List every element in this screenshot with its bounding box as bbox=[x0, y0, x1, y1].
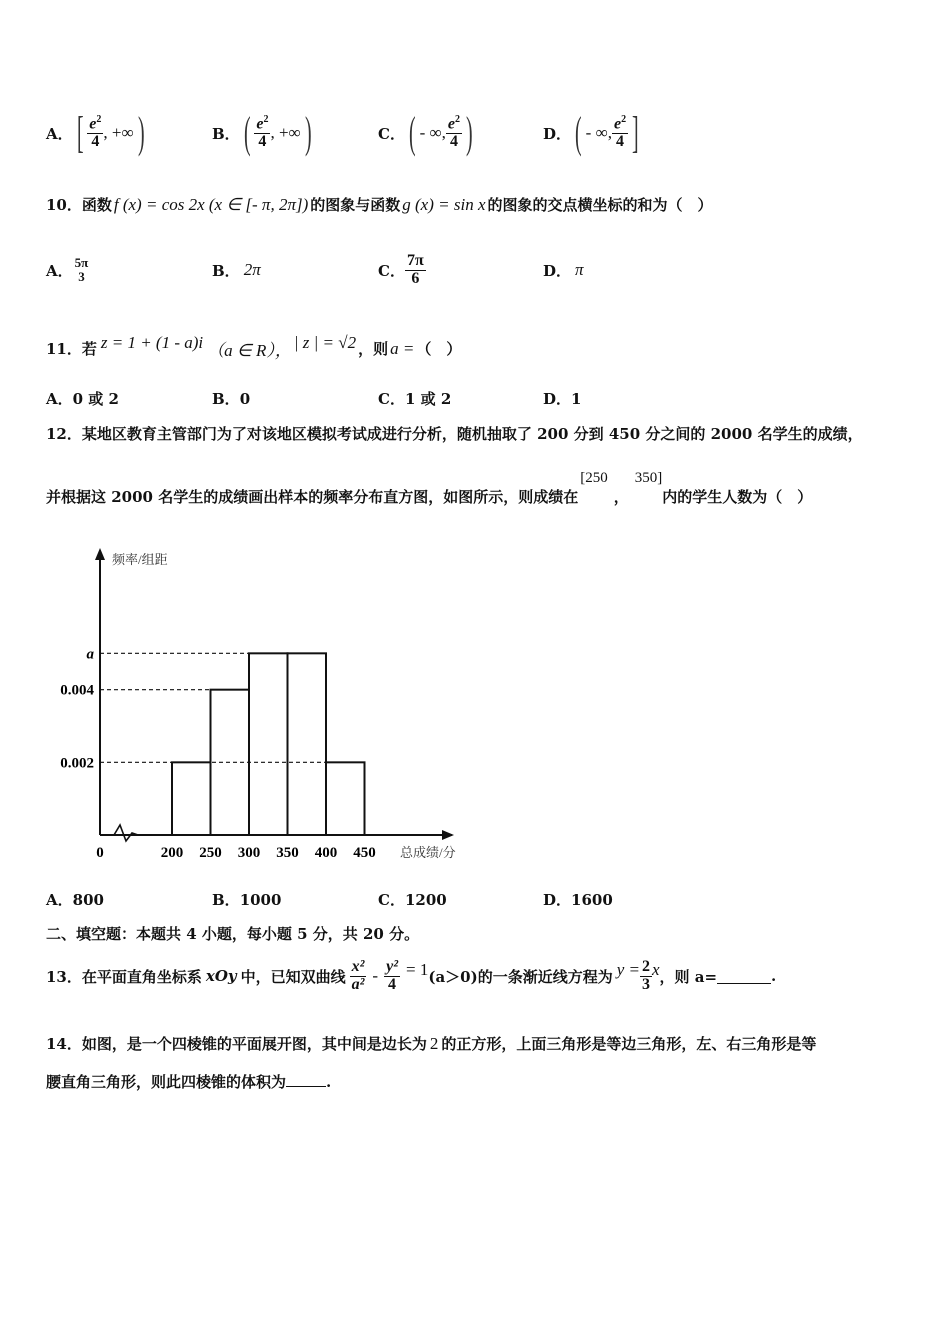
interval-pre: - ∞, bbox=[419, 123, 446, 142]
option-label: C． bbox=[378, 124, 405, 143]
q10-option-b bbox=[212, 250, 261, 290]
bracket-left: ( bbox=[243, 108, 251, 157]
q11-option-b bbox=[212, 388, 250, 409]
option-value: 800 bbox=[72, 891, 104, 909]
y-tick-label: 0.002 bbox=[60, 755, 94, 772]
q14-end: . bbox=[326, 1073, 332, 1091]
q11-option-d bbox=[543, 388, 581, 409]
q14-line-2 bbox=[46, 1071, 331, 1092]
histogram-bar bbox=[172, 762, 211, 835]
option-label: C． bbox=[378, 891, 405, 909]
bracket-right: ] bbox=[632, 108, 639, 157]
q13-condition: (a＞0)的一条渐近线方程为 bbox=[428, 967, 613, 986]
option-label: A． bbox=[46, 390, 73, 408]
q12-line-2a: 并根据这 2000 名学生的成绩画出样本的频率分布直方图，如图所示，则成绩在 bbox=[46, 488, 579, 506]
q11-z-expression: z = 1 + (1 - a)i bbox=[100, 332, 204, 352]
q13-xoy: xOy bbox=[205, 967, 237, 985]
option-label: B． bbox=[212, 124, 240, 143]
q11-stem bbox=[46, 332, 462, 361]
option-label: D． bbox=[543, 891, 572, 909]
q11-tail-b: （ ） bbox=[416, 340, 462, 358]
bracket-right: ) bbox=[304, 108, 312, 157]
q14-line-1 bbox=[46, 1033, 816, 1054]
bracket-right: ) bbox=[466, 108, 473, 157]
q14-side: 2 bbox=[429, 1034, 439, 1053]
option-label: D． bbox=[543, 390, 572, 408]
q13-mid: 中，已知双曲线 bbox=[240, 967, 346, 986]
x-tick-label: 250 bbox=[199, 845, 222, 861]
q13-minus: - bbox=[372, 966, 379, 985]
q12-comma: ， bbox=[613, 488, 629, 506]
q10-tail-text: 的图象的交点横坐标的和为（ ） bbox=[487, 196, 713, 214]
q11-variable: a = bbox=[390, 338, 415, 358]
histogram-bar bbox=[249, 653, 288, 835]
q13-stem bbox=[46, 950, 776, 1002]
y-tick-label: 0.004 bbox=[60, 682, 94, 699]
option-label: B． bbox=[212, 390, 240, 408]
x-tick-label: 450 bbox=[353, 845, 376, 861]
option-value: 0 bbox=[239, 390, 251, 408]
q10-stem bbox=[46, 194, 713, 215]
q13-asymptote-fraction: $\frac{2}{3}$ bbox=[641, 957, 650, 993]
q10-option-c bbox=[378, 246, 426, 294]
q13-number: 13．在平面直角坐标系 bbox=[46, 967, 202, 986]
option-label: C． bbox=[378, 390, 405, 408]
fraction: $\frac{e^2}{4}$ bbox=[613, 114, 627, 151]
q10-mid-text: 的图象与函数 bbox=[310, 196, 401, 214]
q10-option-a bbox=[46, 250, 90, 290]
option-label: B． bbox=[212, 261, 240, 280]
q11-option-a bbox=[46, 388, 119, 409]
q13-asymptote-y: y = bbox=[616, 960, 640, 979]
x-tick-label: 0 bbox=[96, 845, 104, 861]
fraction: $\frac{e^2}{4}$ bbox=[89, 114, 102, 151]
x-tick-label: 350 bbox=[276, 845, 299, 861]
q9-option-b bbox=[212, 108, 315, 158]
q14-line-1b: 的正方形，上面三角形是等边三角形，左、右三角形是等 bbox=[441, 1035, 817, 1053]
y-tick-label: a bbox=[86, 646, 94, 663]
fraction: $\frac{e^2}{4}$ bbox=[447, 114, 460, 151]
histogram-bar bbox=[326, 762, 365, 835]
option-label: A． bbox=[46, 891, 73, 909]
q13-fraction-y: $\frac{\text{y²}}{4}$ bbox=[386, 957, 398, 993]
option-label: D． bbox=[543, 124, 572, 143]
option-label: B． bbox=[212, 891, 240, 909]
fraction: 5π 3 bbox=[74, 255, 89, 284]
q10-f-expression: f (x) = cos 2x (x ∈ [- π, 2π]) bbox=[113, 194, 309, 214]
bracket-left: ( bbox=[408, 108, 416, 157]
q12-option-c bbox=[378, 889, 447, 910]
y-axis-arrow bbox=[95, 548, 105, 560]
q12-option-a bbox=[46, 889, 104, 910]
fraction: $\frac{7\pi}{6}$ bbox=[406, 251, 424, 287]
q10-number: 10．函数 bbox=[46, 196, 112, 214]
q9-option-c bbox=[378, 108, 477, 158]
q13-answer-blank[interactable] bbox=[717, 969, 771, 984]
q12-option-d bbox=[543, 889, 613, 910]
option-label: A． bbox=[46, 261, 73, 280]
q10-g-expression: g (x) = sin x bbox=[402, 194, 486, 214]
q9-option-d bbox=[543, 108, 643, 158]
x-tick-label: 300 bbox=[237, 845, 261, 861]
q12-line-2b: 内的学生人数为（ ） bbox=[662, 488, 813, 506]
interval-rest: , +∞ bbox=[270, 123, 301, 142]
q13-asymptote-x: x bbox=[651, 960, 660, 979]
x-tick-label: 200 bbox=[160, 845, 184, 861]
option-label: A． bbox=[46, 124, 73, 143]
option-value: 0 或 2 bbox=[72, 390, 119, 408]
q12-interval-left: [250 bbox=[580, 470, 608, 486]
q9-option-a bbox=[46, 108, 148, 158]
option-value: 2π bbox=[243, 260, 261, 279]
q14-line-1a: 14．如图，是一个四棱锥的平面展开图，其中间是边长为 bbox=[46, 1035, 427, 1053]
q13-equals-one: = 1 bbox=[406, 960, 429, 979]
bracket-right: ) bbox=[137, 108, 145, 157]
q11-modulus: | z | = √2 bbox=[293, 332, 357, 352]
interval-pre: - ∞, bbox=[585, 123, 612, 142]
axis-break bbox=[114, 825, 152, 841]
frequency-histogram bbox=[40, 540, 470, 870]
option-value: 1 bbox=[571, 390, 582, 408]
bracket-left: [ bbox=[76, 108, 84, 157]
fraction: $\frac{e^2}{4}$ bbox=[256, 114, 269, 151]
option-label: D． bbox=[543, 261, 572, 280]
x-axis-title: 总成绩/分 bbox=[400, 845, 456, 860]
histogram-bar bbox=[288, 653, 327, 835]
q14-line-2-text: 腰直角三角形，则此四棱锥的体积为 bbox=[46, 1073, 287, 1091]
q11-tail-a: ，则 bbox=[358, 340, 389, 358]
q13-end: . bbox=[771, 967, 777, 985]
x-axis-arrow bbox=[442, 830, 454, 840]
option-value: 1200 bbox=[404, 891, 447, 909]
section-heading: 二、填空题：本题共 4 小题，每小题 5 分，共 20 分。 bbox=[46, 925, 420, 943]
q13-fraction-x: $\frac{\text{x²}}{\text{a²}}$ bbox=[351, 957, 365, 993]
q12-interval-right: 350] bbox=[634, 470, 663, 486]
option-value: π bbox=[575, 260, 584, 279]
bracket-left: ( bbox=[575, 108, 582, 157]
option-value: 1 或 2 bbox=[404, 390, 452, 408]
interval-rest: , +∞ bbox=[103, 123, 134, 142]
option-value: 1600 bbox=[571, 891, 613, 909]
q12-line-2 bbox=[46, 470, 812, 507]
x-tick-label: 400 bbox=[314, 845, 338, 861]
q10-option-d bbox=[543, 250, 584, 290]
q11-condition: （a ∈ R）， bbox=[207, 341, 292, 360]
option-value: 1000 bbox=[239, 891, 282, 909]
q12-line-1: 12．某地区教育主管部门为了对该地区模拟考试成进行分析，随机抽取了 200 分到 450 分之间的 2000 名学生的成绩， bbox=[46, 425, 863, 443]
q13-tail: ，则 a= bbox=[659, 967, 718, 986]
y-axis-title: 频率/组距 bbox=[112, 552, 168, 567]
option-label: C． bbox=[378, 261, 405, 280]
q14-answer-blank[interactable] bbox=[286, 1072, 326, 1087]
q11-option-c bbox=[378, 388, 451, 409]
q11-number: 11．若 bbox=[46, 340, 97, 358]
q12-option-b bbox=[212, 889, 281, 910]
